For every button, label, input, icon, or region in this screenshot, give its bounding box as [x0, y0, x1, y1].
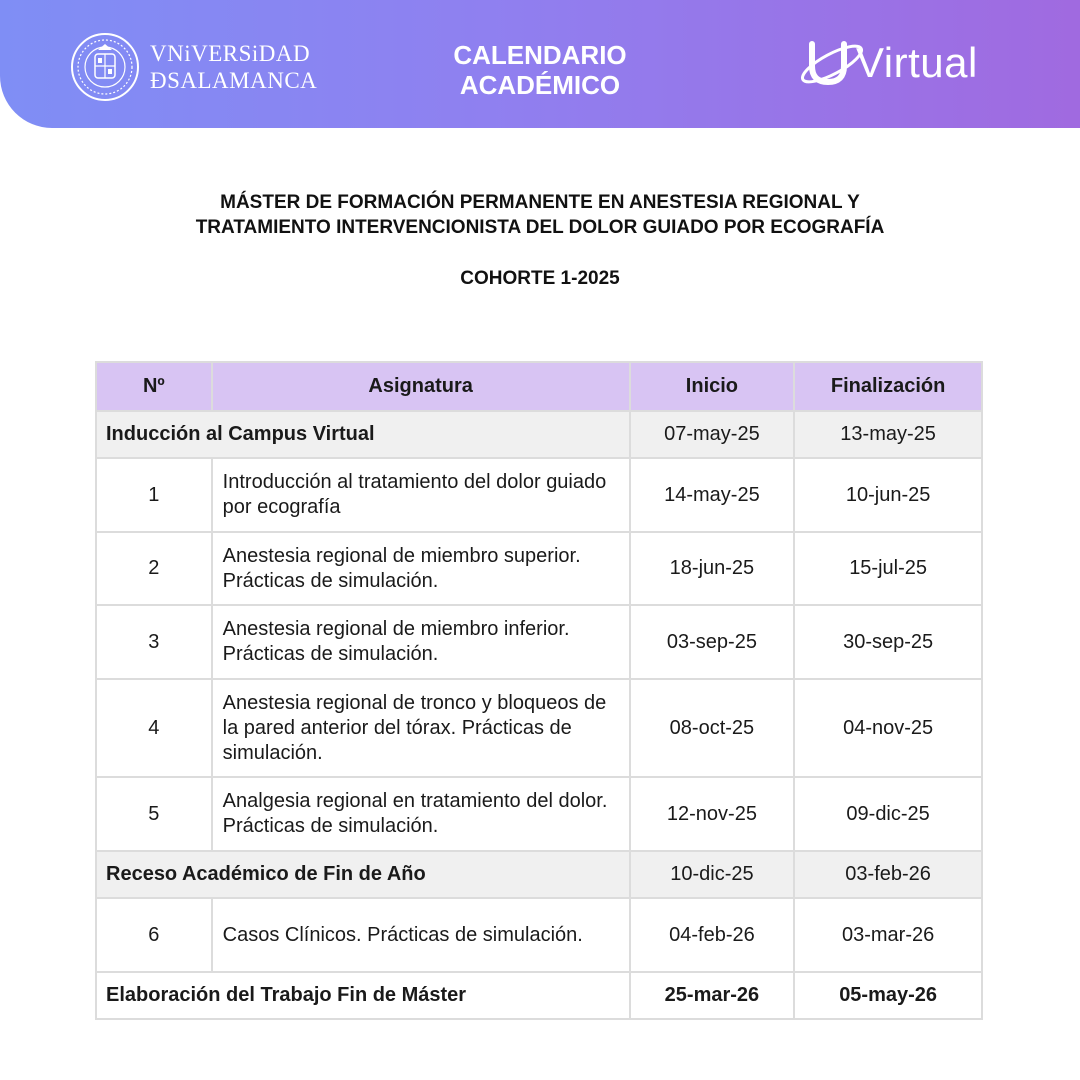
section-label: Inducción al Campus Virtual: [96, 411, 630, 458]
end-date: 15-jul-25: [794, 532, 982, 605]
cohort-label: COHORTE 1-2025: [460, 268, 620, 289]
start-date: 18-jun-25: [630, 532, 795, 605]
usal-seal-icon: [70, 32, 140, 102]
end-date: 30-sep-25: [794, 605, 982, 679]
calendar-title-line-1: CALENDARIO: [453, 40, 627, 70]
row-number: 3: [96, 605, 212, 679]
end-date: 09-dic-25: [794, 777, 982, 851]
end-date: 03-feb-26: [794, 851, 982, 898]
table-row: [96, 679, 982, 777]
section-row: [96, 851, 982, 898]
table-row: [96, 777, 982, 851]
end-date: 13-may-25: [794, 411, 982, 458]
university-line-2: ÐSALAMANCA: [150, 68, 318, 93]
start-date: 14-may-25: [630, 458, 795, 532]
uvirtual-brand-text: Virtual: [856, 39, 978, 86]
end-date: 03-mar-26: [794, 898, 982, 972]
start-date: 04-feb-26: [630, 898, 795, 972]
section-label: Elaboración del Trabajo Fin de Máster: [96, 972, 630, 1019]
start-date: 12-nov-25: [630, 777, 795, 851]
start-date: 10-dic-25: [630, 851, 795, 898]
start-date: 08-oct-25: [630, 679, 795, 777]
subject-name: Anestesia regional de tronco y bloqueos de la pared anterior del tórax. Prácticas de simulación.: [212, 679, 630, 777]
schedule-table: [95, 361, 983, 1020]
subject-name: Anestesia regional de miembro inferior. Prácticas de simulación.: [212, 605, 630, 679]
calendar-title-line-2: ACADÉMICO: [459, 70, 621, 100]
final-project-row: [96, 972, 982, 1019]
university-logo: [70, 32, 317, 102]
row-number: 2: [96, 532, 212, 605]
university-name: [150, 40, 317, 94]
subject-name: Analgesia regional en tratamiento del dolor. Prácticas de simulación.: [212, 777, 630, 851]
start-date: 03-sep-25: [630, 605, 795, 679]
row-number: 1: [96, 458, 212, 532]
row-number: 6: [96, 898, 212, 972]
end-date: 05-may-26: [794, 972, 982, 1019]
header-num: Nº: [96, 362, 212, 411]
start-date: 07-may-25: [630, 411, 795, 458]
table-row: [96, 898, 982, 972]
row-number: 5: [96, 777, 212, 851]
calendar-title: [400, 40, 680, 100]
uvirtual-logo: [798, 34, 1008, 94]
subject-name: Introducción al tratamiento del dolor guiado por ecografía: [212, 458, 630, 532]
header-end: Finalización: [794, 362, 982, 411]
header-start: Inicio: [630, 362, 795, 411]
end-date: 04-nov-25: [794, 679, 982, 777]
end-date: 10-jun-25: [794, 458, 982, 532]
section-row: [96, 411, 982, 458]
university-line-1: VNiVERSiDAD: [150, 41, 311, 66]
table-row: [96, 532, 982, 605]
header-banner: [0, 0, 1080, 128]
table-header-row: [96, 362, 982, 411]
subject-name: Anestesia regional de miembro superior. Prácticas de simulación.: [212, 532, 630, 605]
table-row: [96, 458, 982, 532]
subject-name: Casos Clínicos. Prácticas de simulación.: [212, 898, 630, 972]
program-title-line-1: MÁSTER DE FORMACIÓN PERMANENTE EN ANESTESIA REGIONAL Y: [220, 192, 860, 213]
program-title-line-2: TRATAMIENTO INTERVENCIONISTA DEL DOLOR GUIADO POR ECOGRAFÍA: [195, 217, 885, 238]
program-title: [100, 190, 980, 240]
header-subject: Asignatura: [212, 362, 630, 411]
row-number: 4: [96, 679, 212, 777]
section-label: Receso Académico de Fin de Año: [96, 851, 630, 898]
start-date: 25-mar-26: [630, 972, 795, 1019]
table-row: [96, 605, 982, 679]
